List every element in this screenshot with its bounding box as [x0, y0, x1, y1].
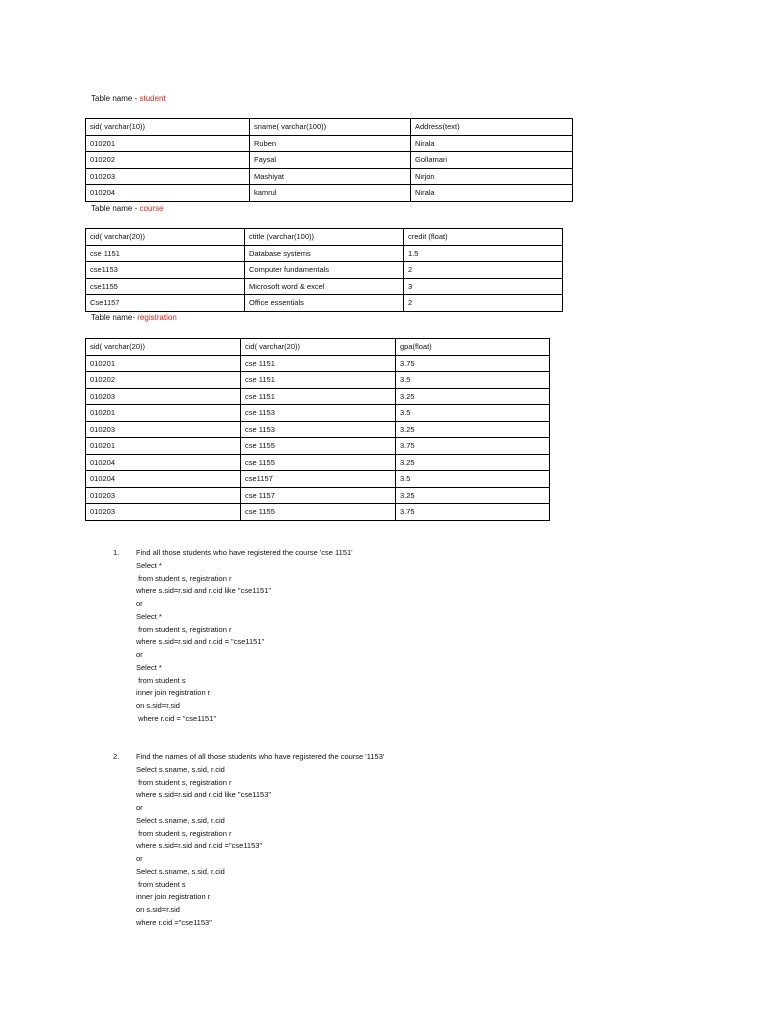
table-cell: Gollamari — [411, 152, 573, 169]
table-cell: cse 1151 — [86, 245, 245, 262]
table-cell: 010202 — [86, 152, 250, 169]
table-cell: 3.75 — [396, 438, 550, 455]
sql-line: from student s, registration r — [136, 573, 232, 583]
table-cell: 010201 — [86, 355, 241, 372]
table-cell: 010203 — [86, 421, 241, 438]
table-cell: 3.5 — [396, 471, 550, 488]
table-cell: Nirjon — [411, 168, 573, 185]
table-cell: cse1155 — [86, 278, 245, 295]
registration-caption-name: registration — [137, 313, 177, 322]
registration-caption-prefix: Table name- — [91, 313, 138, 322]
student-caption-prefix: Table name - — [91, 94, 140, 103]
table-row — [86, 135, 573, 152]
table-cell: 010201 — [86, 135, 250, 152]
table-row — [86, 262, 563, 279]
table-row — [86, 355, 550, 372]
table-cell: Computer fundamentals — [245, 262, 404, 279]
table-cell: 2 — [404, 262, 563, 279]
table-cell: cse 1151 — [241, 372, 396, 389]
sql-line: where s.sid=r.sid and r.cid like "cse1151" — [136, 586, 272, 596]
table-header-row — [86, 229, 563, 246]
table-cell: 3.25 — [396, 388, 550, 405]
table-cell: 010202 — [86, 372, 241, 389]
table-cell: kamrul — [250, 185, 411, 202]
table-cell: 3.25 — [396, 421, 550, 438]
table-row — [86, 185, 573, 202]
sql-line: on s.sid=r.sid — [136, 905, 180, 914]
table-cell: 010203 — [86, 388, 241, 405]
student-caption-name: student — [139, 94, 166, 103]
question-number: 1. — [113, 548, 120, 557]
table-cell: 3.25 — [396, 487, 550, 504]
table-row — [86, 245, 563, 262]
sql-line: on s.sid=r.sid — [136, 701, 180, 710]
table-cell: sid( varchar(20)) — [86, 339, 241, 356]
sql-line: where r.cid ="cse1153" — [136, 917, 212, 927]
table-cell: Address(text) — [411, 119, 573, 136]
table-cell: 3 — [404, 278, 563, 295]
registration-table — [85, 338, 550, 521]
sql-line: from student s — [136, 879, 186, 889]
table-cell: 3.75 — [396, 504, 550, 521]
table-row — [86, 487, 550, 504]
course-table-caption — [91, 204, 163, 214]
sql-line: or — [136, 854, 143, 863]
table-cell: credit (float) — [404, 229, 563, 246]
table-cell: Faysal — [250, 152, 411, 169]
sql-line: Select * — [136, 560, 162, 570]
sql-line: inner join registration r — [136, 892, 211, 902]
table-row — [86, 168, 573, 185]
table-row — [86, 372, 550, 389]
table-cell: 3.5 — [396, 372, 550, 389]
table-cell: 1.5 — [404, 245, 563, 262]
sql-line: where s.sid=r.sid and r.cid ="cse1153" — [136, 841, 263, 851]
sql-line: inner join registration r — [136, 688, 211, 698]
table-cell: cse 1155 — [241, 438, 396, 455]
table-header-row — [86, 339, 550, 356]
table-cell: 3.5 — [396, 405, 550, 422]
sql-line: from student s, registration r — [136, 624, 232, 634]
table-row — [86, 278, 563, 295]
table-cell: Mashiyat — [250, 168, 411, 185]
table-row — [86, 388, 550, 405]
table-cell: cse1157 — [241, 471, 396, 488]
registration-table-caption — [91, 313, 177, 323]
table-row — [86, 421, 550, 438]
table-cell: 010204 — [86, 454, 241, 471]
sql-line: Select * — [136, 611, 162, 621]
table-header-row — [86, 119, 573, 136]
sql-line: from student s, registration r — [136, 828, 232, 838]
table-cell: gpa(float) — [396, 339, 550, 356]
table-row — [86, 405, 550, 422]
table-cell: Nirala — [411, 135, 573, 152]
question-number: 2. — [113, 752, 120, 761]
sql-line: or — [136, 599, 143, 608]
table-cell: Cse1157 — [86, 295, 245, 312]
sql-line: from student s, registration r — [136, 777, 232, 787]
table-cell: 010201 — [86, 438, 241, 455]
table-cell: cse 1155 — [241, 454, 396, 471]
table-cell: 010204 — [86, 471, 241, 488]
question-text: Find all those students who have registered the course 'cse 1151' — [136, 548, 353, 557]
table-cell: cse 1153 — [241, 421, 396, 438]
table-cell: 010204 — [86, 185, 250, 202]
table-row — [86, 295, 563, 312]
table-cell: ctitle (varchar(100)) — [245, 229, 404, 246]
question-text: Find the names of all those students who have registered the course '1153' — [136, 752, 385, 761]
student-table-caption — [91, 94, 166, 104]
table-cell: 3.25 — [396, 454, 550, 471]
table-row — [86, 504, 550, 521]
table-cell: 3.75 — [396, 355, 550, 372]
student-table — [85, 118, 573, 202]
table-cell: sid( varchar(10)) — [86, 119, 250, 136]
table-row — [86, 438, 550, 455]
table-cell: Office essentials — [245, 295, 404, 312]
table-cell: 010201 — [86, 405, 241, 422]
course-table — [85, 228, 563, 312]
course-caption-prefix: Table name - — [91, 204, 140, 213]
table-cell: 2 — [404, 295, 563, 312]
table-cell: 010203 — [86, 487, 241, 504]
table-cell: Microsoft word & excel — [245, 278, 404, 295]
sql-line: or — [136, 650, 143, 659]
table-cell: Nirala — [411, 185, 573, 202]
table-cell: Database systems — [245, 245, 404, 262]
table-cell: cse 1157 — [241, 487, 396, 504]
table-row — [86, 454, 550, 471]
sql-line: where s.sid=r.sid and r.cid = "cse1151" — [136, 637, 265, 647]
question-1 — [113, 547, 353, 726]
sql-line: or — [136, 803, 143, 812]
sql-line: where r.cid = "cse1151" — [136, 713, 217, 723]
course-caption-name: course — [139, 204, 164, 213]
sql-line: Select s.sname, s.sid, r.cid — [136, 866, 225, 876]
question-2 — [113, 751, 384, 930]
sql-line: Select * — [136, 662, 162, 672]
table-cell: 010203 — [86, 504, 241, 521]
table-cell: cid( varchar(20)) — [241, 339, 396, 356]
table-cell: cse1153 — [86, 262, 245, 279]
table-cell: cse 1153 — [241, 405, 396, 422]
sql-line: Select s.sname, s.sid, r.cid — [136, 815, 225, 825]
table-cell: cid( varchar(20)) — [86, 229, 245, 246]
table-cell: cse 1151 — [241, 388, 396, 405]
table-cell: cse 1151 — [241, 355, 396, 372]
table-cell: cse 1155 — [241, 504, 396, 521]
table-row — [86, 152, 573, 169]
table-cell: Ruben — [250, 135, 411, 152]
sql-line: from student s — [136, 675, 186, 685]
table-cell: sname( varchar(100)) — [250, 119, 411, 136]
table-cell: 010203 — [86, 168, 250, 185]
sql-line: Select s.sname, s.sid, r.cid — [136, 764, 225, 774]
table-row — [86, 471, 550, 488]
sql-line: where s.sid=r.sid and r.cid like "cse1153" — [136, 790, 272, 800]
